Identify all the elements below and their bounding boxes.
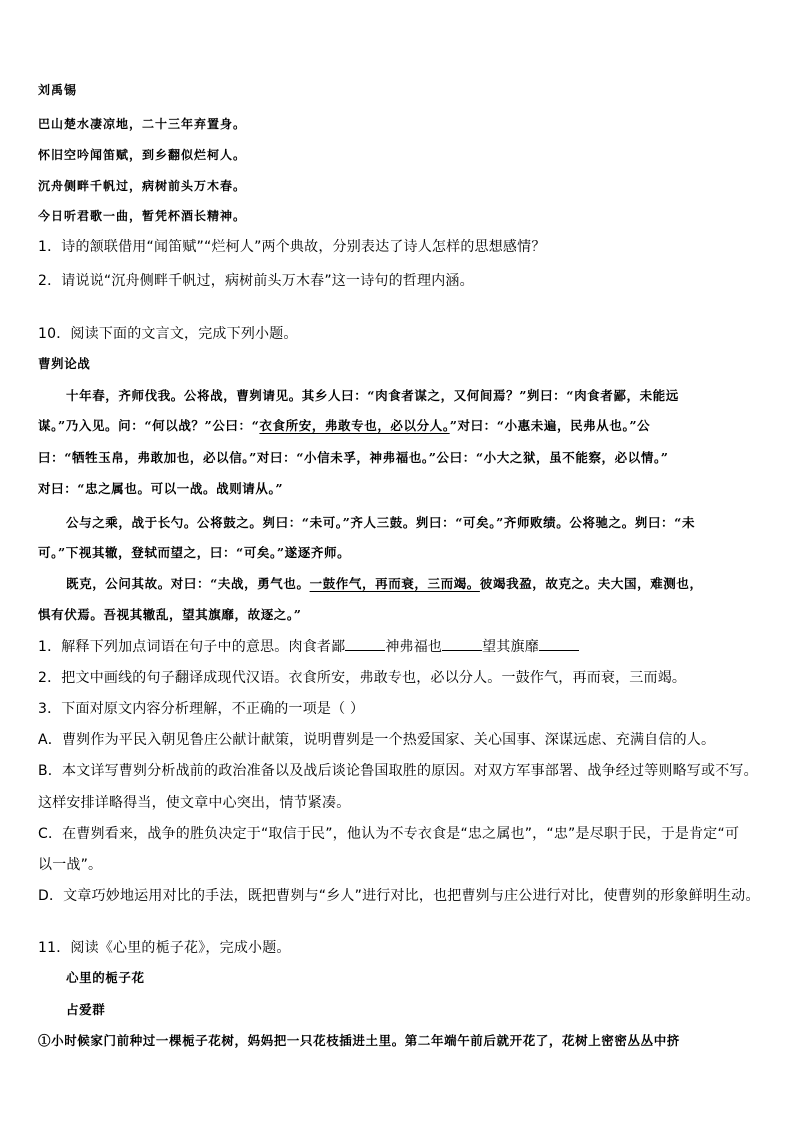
option-d: D．文章巧妙地运用对比的手法，既把曹刿与“乡人”进行对比，也把曹刿与庄公进行对比，使曹刿的形象鲜明生动。 [38, 888, 760, 904]
option-c-continued: 以一战”。 [38, 857, 103, 873]
question-item: 2．请说说“沉舟侧畔千帆过，病树前头万木春”这一诗句的哲理内涵。 [38, 273, 474, 289]
passage-line: 既克，公问其故。对曰：“夫战，勇气也。一鼓作气，再而衰，三而竭。彼竭我盈，故克之。夫大国，难测也， [66, 576, 703, 591]
passage-line: 惧有伏焉。吾视其辙乱，望其旗靡，故逐之。” [38, 607, 302, 622]
passage-line: ①小时候家门前种过一棵栀子花树，妈妈把一只花枝插进土里。第二年端午前后就开花了，花树上密密丛丛中挤 [38, 1033, 680, 1048]
question-heading: 10．阅读下面的文言文，完成下列小题。 [38, 326, 298, 342]
passage-line: 十年春，齐师伐我。公将战，曹刿请见。其乡人曰：“肉食者谋之，又何间焉？”刿曰：“肉食者鄙，未能远 [66, 388, 679, 403]
poem-line: 今日听君歌一曲，暂凭杯酒长精神。 [38, 209, 247, 223]
option-b: B．本文详写曹刿分析战前的政治准备以及战后谈论鲁国取胜的原因。对双方军事部署、战争经过等则略写或不写。 [38, 763, 758, 779]
answer-blank[interactable] [345, 638, 385, 651]
option-b-continued: 这样安排详略得当，使文章中心突出，情节紧凑。 [38, 795, 351, 811]
option-c: C．在曹刿看来，战争的胜负决定于“取信于民”，他认为不专衣食是“忠之属也”，“忠”是尽职于民，于是肯定“可 [38, 826, 740, 842]
answer-blank[interactable] [539, 638, 579, 651]
answer-blank[interactable] [442, 638, 482, 651]
poem-author: 刘禹锡 [38, 83, 78, 97]
option-a: A．曹刿作为平民入朝见鲁庄公献计献策，说明曹刿是一个热爱国家、关心国事、深谋远虑、充满自信的人。 [38, 732, 716, 748]
passage-title: 曹刿论战 [38, 356, 91, 371]
passage-line: 可。”下视其辙，登轼而望之，曰：“可矣。”遂逐齐师。 [38, 545, 351, 560]
question-item: 3．下面对原文内容分析理解，不正确的一项是（ ） [38, 701, 365, 717]
passage-line: 谋。”乃入见。问：“何以战？”公曰：“衣食所安，弗敢专也，必以分人。”对曰：“小惠未遍，民弗从也。”公 [38, 418, 651, 433]
question-heading: 11．阅读《心里的栀子花》，完成小题。 [38, 940, 291, 956]
passage-line: 公与之乘，战于长勺。公将鼓之。刿曰：“未可。”齐人三鼓。刿曰：“可矣。”齐师败绩。公将驰之。刿曰：“未 [66, 515, 696, 530]
passage-author: 占爱群 [66, 1002, 106, 1017]
poem-line: 巴山楚水凄凉地，二十三年弃置身。 [38, 117, 247, 131]
passage-line: 曰：“牺牲玉帛，弗敢加也，必以信。”对曰：“小信未孚，神弗福也。”公曰：“小大之狱，虽不能察，必以情。” [38, 450, 669, 465]
underlined-sentence: 一鼓作气，再而衰，三而竭。 [309, 576, 480, 591]
question-item: 2．把文中画线的句子翻译成现代汉语。衣食所安，弗敢专也，必以分人。一鼓作气，再而衰，三而竭。 [38, 670, 687, 686]
passage-title: 心里的栀子花 [66, 970, 145, 985]
underlined-sentence: 衣食所安，弗敢专也，必以分人。 [259, 418, 450, 433]
question-item: 1．诗的颔联借用“闻笛赋”“烂柯人”两个典故，分别表达了诗人怎样的思想感情？ [38, 239, 546, 255]
passage-line: 对曰：“忠之属也。可以一战。战则请从。” [38, 481, 284, 496]
poem-line: 沉舟侧畔千帆过，病树前头万木春。 [38, 179, 247, 193]
question-item: 1．解释下列加点词语在句子中的意思。肉食者鄙 神弗福也 望其旗靡 [38, 636, 579, 656]
poem-line: 怀旧空吟闻笛赋，到乡翻似烂柯人。 [38, 148, 247, 162]
